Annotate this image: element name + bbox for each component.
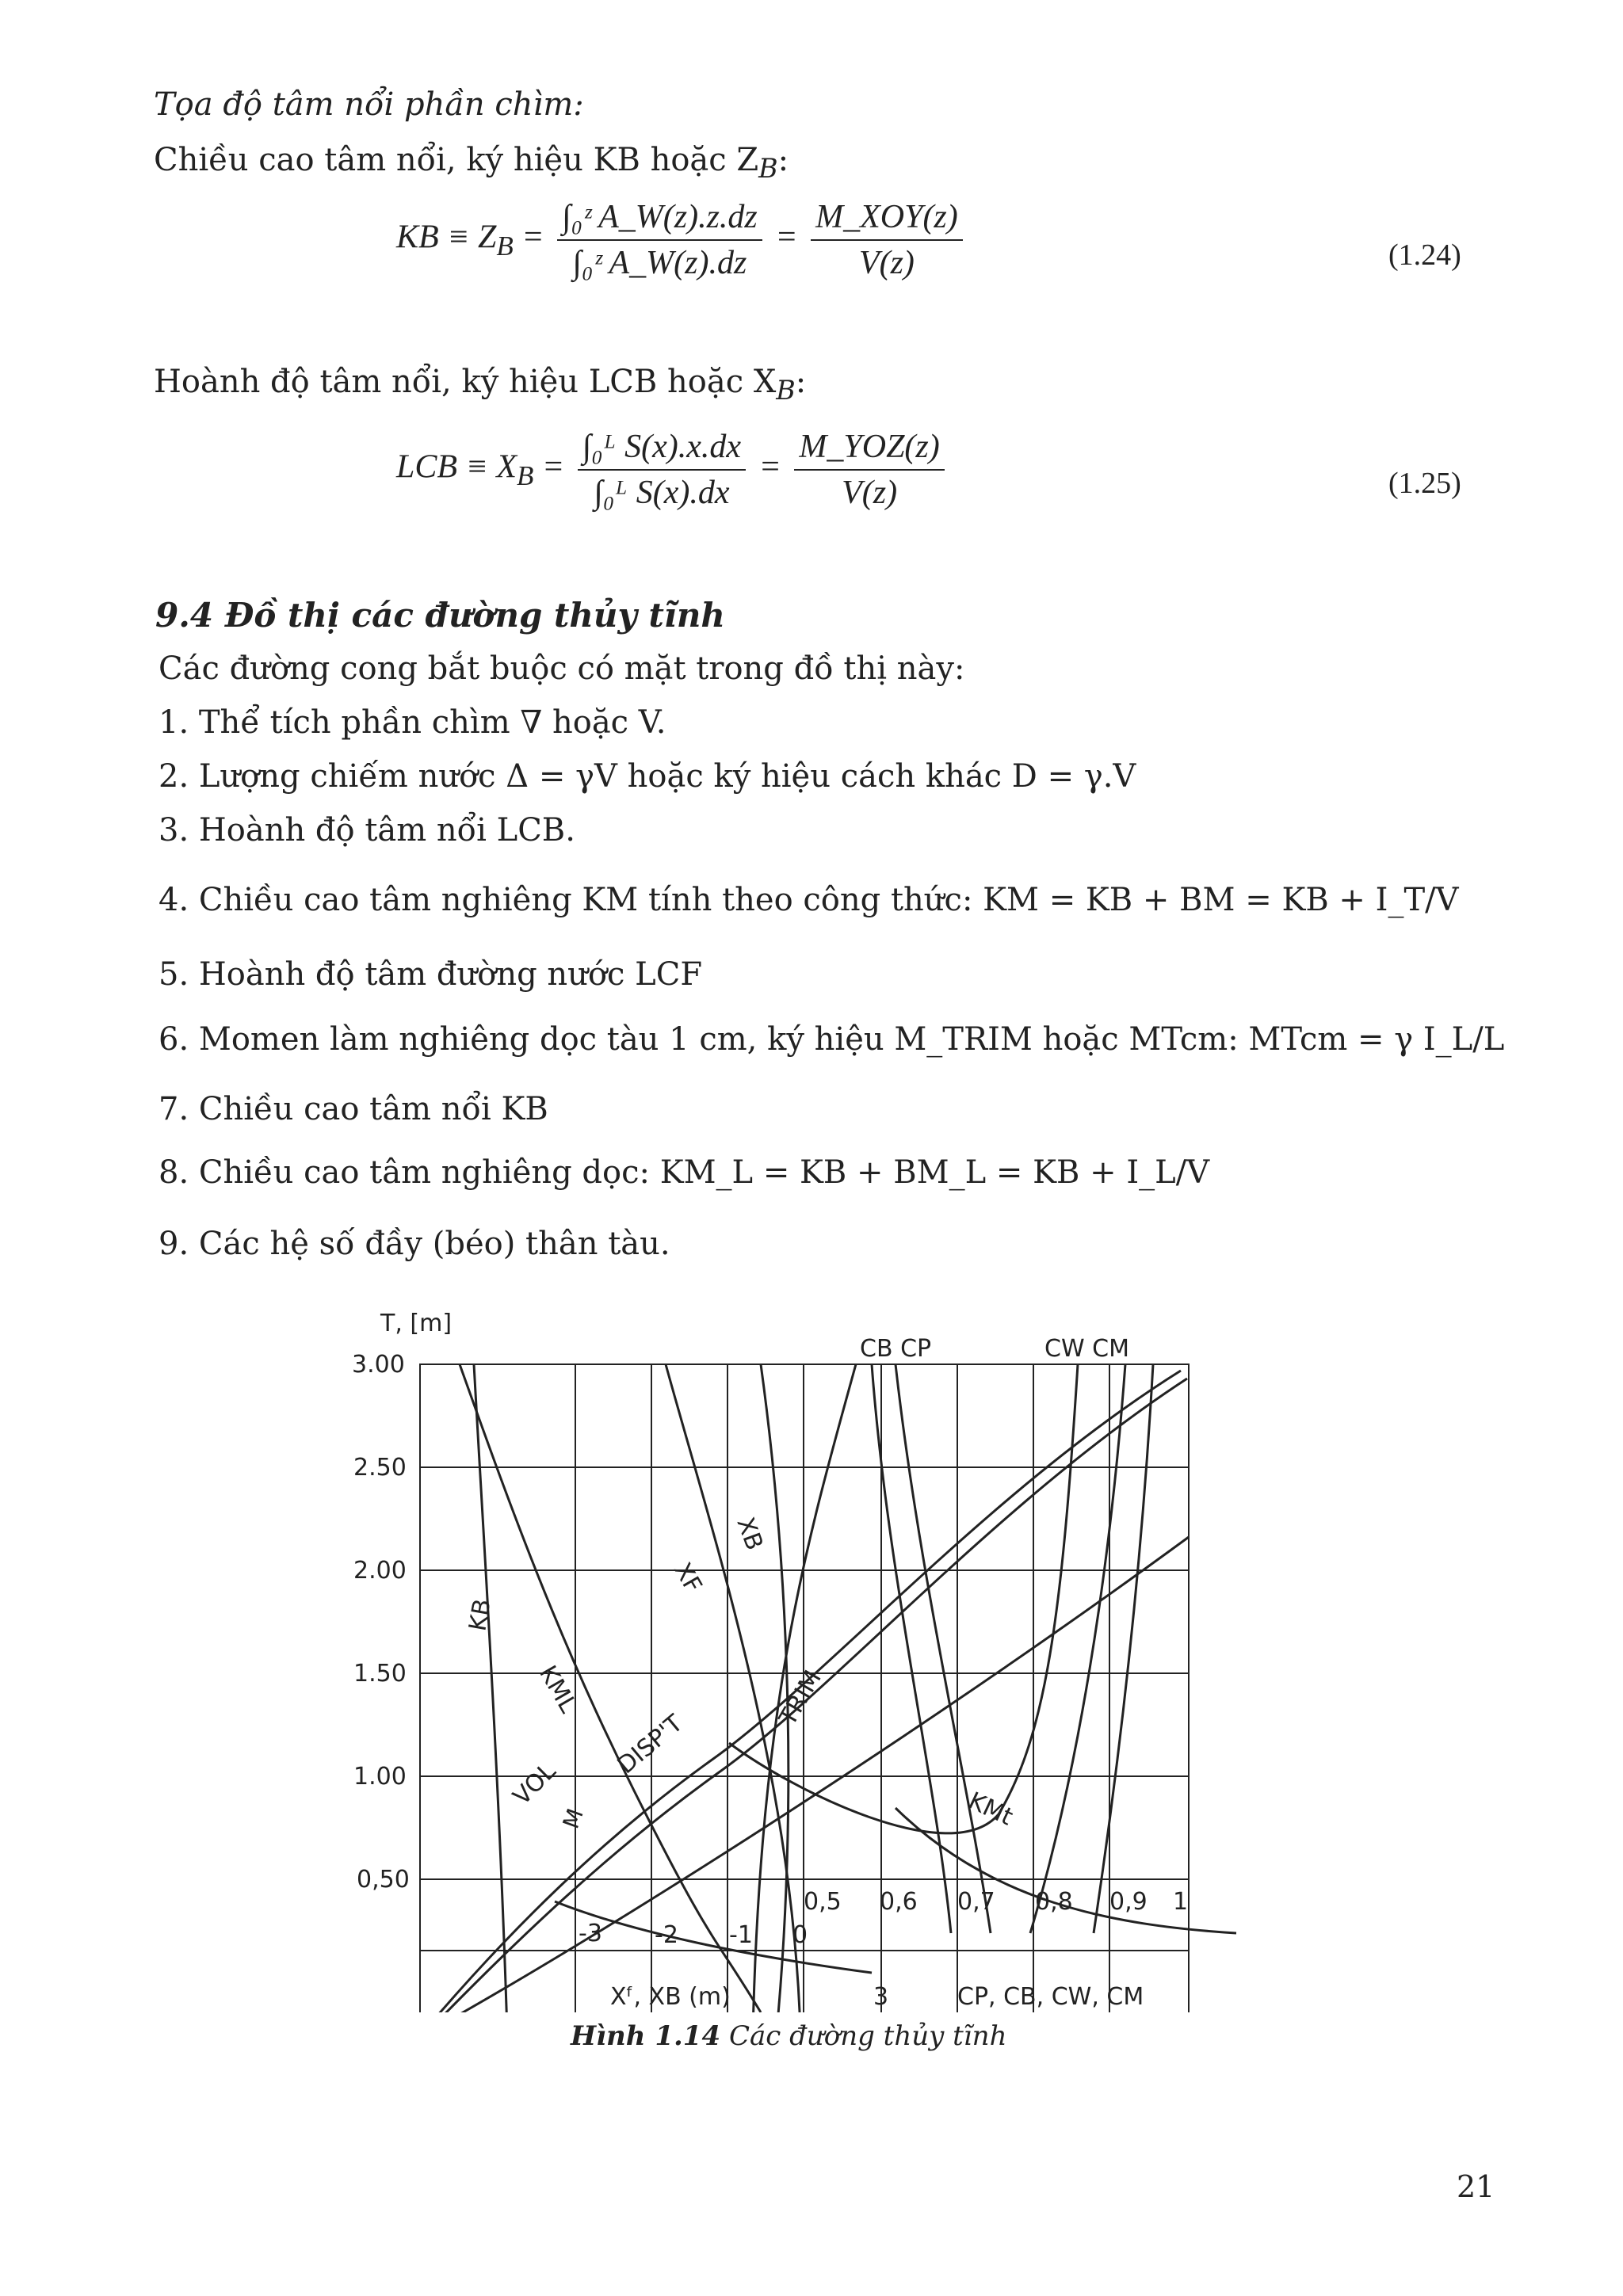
series-cm <box>1094 1364 1153 1933</box>
curve-label-trim: TRIM <box>773 1665 827 1730</box>
list-item: 7. Chiều cao tâm nổi KB <box>158 1091 548 1127</box>
coef-tick: 0,7 <box>957 1888 995 1916</box>
series-kb <box>474 1364 507 2012</box>
y-tick: 0,50 <box>357 1866 410 1894</box>
coef-tick: 0,5 <box>804 1888 842 1916</box>
curve-label-kb: KB <box>464 1596 497 1634</box>
coef-tick: 0,8 <box>1035 1888 1073 1916</box>
subtitle: Tọa độ tâm nổi phần chìm: <box>154 86 584 123</box>
coef-tick: 1 <box>1173 1888 1189 1916</box>
curve-label-xf: XF <box>668 1558 708 1598</box>
list-item: 3. Hoành độ tâm nổi LCB. <box>158 812 575 849</box>
y-axis-label: T, [m] <box>380 1310 453 1337</box>
list-item: 8. Chiều cao tâm nghiêng dọc: KM_L = KB + BM_L = KB + I_L/V <box>158 1154 1210 1191</box>
curve-label-vol: VOL <box>507 1757 562 1811</box>
list-item: 9. Các hệ số đầy (béo) thân tàu. <box>158 1226 670 1262</box>
curve-label-kml: KML <box>533 1661 582 1718</box>
list-item: 5. Hoành độ tâm đường nước LCF <box>158 956 703 993</box>
xb-tick: -2 <box>655 1921 678 1949</box>
section-heading: 9.4 Đồ thị các đường thủy tĩnh <box>155 596 725 635</box>
coef-tick: 0,6 <box>880 1888 918 1916</box>
page-number: 21 <box>1457 2169 1495 2204</box>
list-item: 1. Thể tích phần chìm ∇ hoặc V. <box>158 704 666 741</box>
list-item: 2. Lượng chiếm nước Δ = γV hoặc ký hiệu cách khác D = γ.V <box>158 758 1136 795</box>
coef-tick: 0,9 <box>1109 1888 1148 1916</box>
section-intro: Các đường cong bắt buộc có mặt trong đồ thị này: <box>158 650 965 687</box>
xb-tick: -1 <box>729 1921 753 1949</box>
list-item: 6. Momen làm nghiêng dọc tàu 1 cm, ký hiệu M_TRIM hoặc MTcm: MTcm = γ I_L/L <box>158 1021 1505 1058</box>
y-tick: 1.00 <box>353 1763 407 1791</box>
y-tick: 1.50 <box>353 1660 407 1688</box>
coef-axis-label: CP, CB, CW, CM <box>957 1983 1144 2011</box>
xb-tick: 3 <box>873 1983 889 2011</box>
series-cw <box>1030 1364 1125 1933</box>
y-tick: 3.00 <box>352 1351 405 1379</box>
y-tick: 2.50 <box>353 1454 407 1482</box>
hydrostatic-chart <box>0 1299 1623 2012</box>
curve-label-displacement: DISP'T <box>612 1709 689 1780</box>
equation-number-1-24: (1.24) <box>1388 238 1461 272</box>
equation-number-1-25: (1.25) <box>1388 467 1461 500</box>
series-xb <box>761 1364 789 2012</box>
list-item: 4. Chiều cao tâm nghiêng KM tính theo công thức: KM = KB + BM = KB + I_T/V <box>158 882 1459 918</box>
xb-tick: -3 <box>579 1920 602 1947</box>
xb-axis-label: Xᶠ, XB (m) <box>610 1983 731 2011</box>
curve-label-xb: XB <box>731 1513 769 1554</box>
equation-1-24: KB ≡ $Z_B$ = $\frac{\text{∫₀ᶻ A\_W(z).z.dz}}{\text{∫₀ᶻ A\_W(z).dz}}$ = $\frac{\text{M\_XOY(z)}}{V(z)}$ <box>396 198 968 282</box>
top-label-cw-cm: CW CM <box>1044 1335 1129 1363</box>
equation-1-25: LCB ≡ $X_B$ = $\frac{\text{∫₀ᴸ S(x).x.dx}}{\text{∫₀ᴸ S(x).dx}}$ = $\frac{\text{M\_YOZ(z)}}{V(z)}$ <box>396 428 949 512</box>
y-tick: 2.00 <box>353 1557 407 1585</box>
curve-label-m: M <box>557 1805 589 1833</box>
curve-label-kmt: KMt <box>964 1787 1018 1832</box>
series-kml <box>460 1364 761 2012</box>
top-label-cb-cp: CB CP <box>860 1335 932 1363</box>
xb-tick: 0 <box>792 1921 808 1949</box>
figure-caption: Hình 1.14 Các đường thủy tĩnh <box>571 2020 1007 2052</box>
lcb-description: Hoành độ tâm nổi, ký hiệu LCB hoặc $X_B$: <box>154 364 807 406</box>
kb-description: Chiều cao tâm nổi, ký hiệu KB hoặc $Z_B$: <box>154 142 789 184</box>
